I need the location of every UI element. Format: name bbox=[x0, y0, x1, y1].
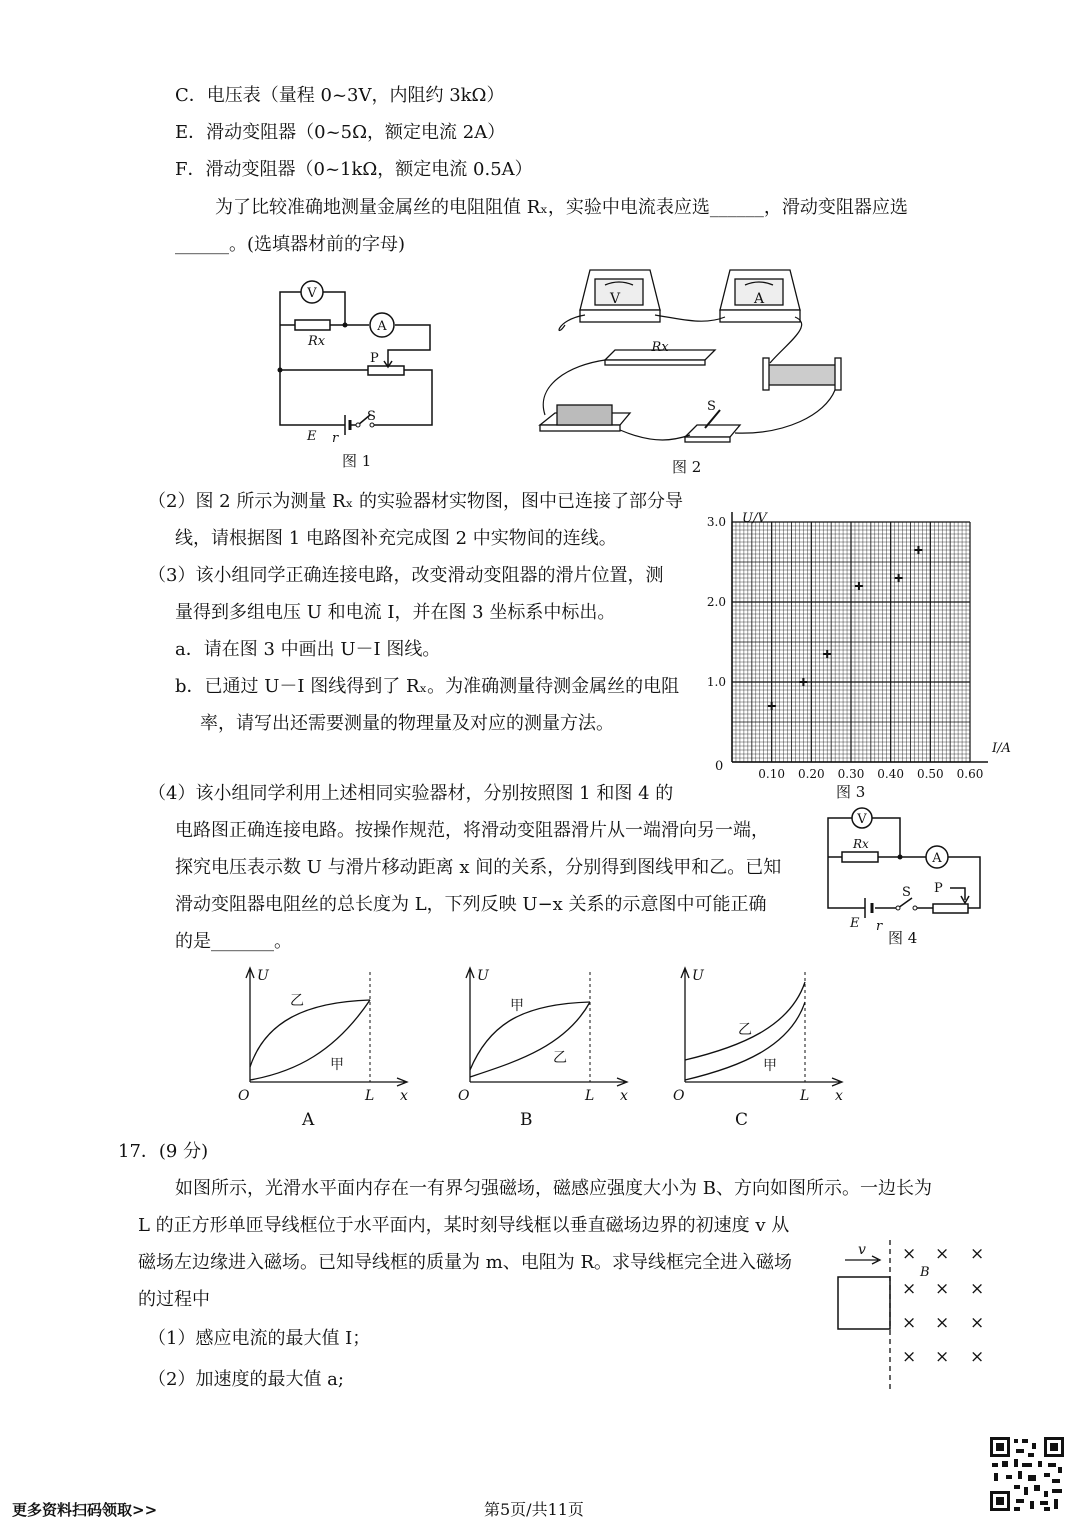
svg-text:×: × bbox=[902, 1244, 917, 1264]
svg-text:×: × bbox=[970, 1244, 985, 1264]
field-cross-icons bbox=[902, 1244, 984, 1367]
graph-b-l: L bbox=[585, 1088, 595, 1104]
graph-c-x: x bbox=[835, 1088, 843, 1104]
svg-text:×: × bbox=[902, 1313, 917, 1333]
rx-resistor bbox=[295, 320, 330, 330]
fig2-switch-label: S bbox=[707, 399, 716, 414]
graph-b-o: O bbox=[458, 1088, 470, 1104]
r-label: r bbox=[332, 431, 339, 446]
option-f: F．滑动变阻器（0~1kΩ，额定电流 0.5A） bbox=[175, 159, 533, 180]
qr-code-icon[interactable] bbox=[988, 1435, 1066, 1513]
rheostat bbox=[368, 366, 404, 375]
graph-b-jia: 甲 bbox=[510, 998, 524, 1014]
fig4-ammeter-label: A bbox=[932, 851, 942, 866]
data-point bbox=[914, 546, 922, 554]
x-tick-label: 0.20 bbox=[797, 767, 825, 781]
q1-line2: ______。(选填器材前的字母) bbox=[175, 234, 406, 255]
graph-a-x: x bbox=[400, 1088, 408, 1104]
svg-text:×: × bbox=[902, 1347, 917, 1367]
graph-a-o: O bbox=[238, 1088, 250, 1104]
svg-text:×: × bbox=[970, 1279, 985, 1299]
data-point bbox=[823, 650, 831, 658]
fig4-switch-label: S bbox=[902, 885, 911, 900]
graph-b-yi: 乙 bbox=[553, 1050, 567, 1066]
graph-c-o: O bbox=[673, 1088, 685, 1104]
q4-line3: 探究电压表示数 U 与滑片移动距离 x 间的关系，分别得到图线甲和乙。已知 bbox=[175, 857, 782, 878]
q4-line1: （4）该小组同学利用上述相同实验器材，分别按照图 1 和图 4 的 bbox=[148, 783, 674, 804]
figure-4-caption: 图 4 bbox=[888, 929, 918, 947]
figure-3-chart bbox=[700, 500, 1011, 800]
graph-b bbox=[455, 962, 635, 1102]
q2-line1: （2）图 2 所示为测量 Rₓ 的实验器材实物图，图中已连接了部分导 bbox=[148, 491, 683, 512]
data-point bbox=[895, 574, 903, 582]
q3-b1: b．已通过 U－I 图线得到了 Rₓ。为准确测量待测金属丝的电阻 bbox=[175, 676, 680, 697]
q3-b2: 率，请写出还需要测量的物理量及对应的测量方法。 bbox=[200, 713, 614, 734]
graph-a-u: U bbox=[257, 968, 269, 984]
fig4-rx-label: Rx bbox=[853, 837, 869, 851]
figure-2-apparatus bbox=[535, 265, 855, 450]
footer-promo-link[interactable]: 更多资料扫码领取>> bbox=[12, 1501, 158, 1519]
svg-text:×: × bbox=[935, 1313, 950, 1333]
q4-line5: 的是_______。 bbox=[175, 931, 292, 952]
q4-line2: 电路图正确连接电路。按操作规范，将滑动变阻器滑片从一端滑向另一端， bbox=[175, 820, 769, 841]
q17-header: 17．(9 分) bbox=[118, 1141, 209, 1162]
graph-c bbox=[670, 962, 850, 1102]
option-c: C．电压表（量程 0~3V，内阻约 3kΩ） bbox=[175, 85, 505, 106]
data-point bbox=[768, 702, 776, 710]
fig2-voltmeter-label: V bbox=[609, 291, 621, 307]
fig4-r-label: r bbox=[876, 919, 883, 934]
x-tick-label: 0.10 bbox=[758, 767, 786, 781]
x-tick-label: 0.60 bbox=[956, 767, 984, 781]
svg-text:×: × bbox=[970, 1347, 985, 1367]
fig2-rx-label: Rx bbox=[651, 340, 669, 355]
q1-line1: 为了比较准确地测量金属丝的电阻阻值 Rₓ，实验中电流表应选______，滑动变阻器应选 bbox=[215, 197, 908, 218]
x-axis-label: I/A bbox=[992, 741, 1011, 756]
data-point bbox=[799, 678, 807, 686]
figure-1-circuit bbox=[270, 270, 450, 445]
svg-text:×: × bbox=[935, 1347, 950, 1367]
fig4-voltmeter-label: V bbox=[857, 812, 867, 827]
ammeter-label: A bbox=[377, 319, 387, 334]
figure-3-caption: 图 3 bbox=[836, 783, 866, 801]
fig2-ammeter-label: A bbox=[753, 291, 765, 307]
x-tick-label: 0.30 bbox=[837, 767, 865, 781]
graph-a-yi: 乙 bbox=[290, 993, 304, 1009]
q17-sub2: （2）加速度的最大值 a; bbox=[148, 1369, 344, 1390]
slider-label: P bbox=[370, 351, 379, 366]
figure-2-caption: 图 2 bbox=[672, 458, 702, 476]
voltmeter-label: V bbox=[307, 286, 317, 301]
y-tick-label: 3.0 bbox=[706, 515, 726, 529]
graph-b-u: U bbox=[477, 968, 489, 984]
y-tick-label: 1.0 bbox=[706, 675, 726, 689]
graph-c-u: U bbox=[692, 968, 704, 984]
graph-b-label: B bbox=[520, 1110, 533, 1130]
graph-c-label: C bbox=[735, 1110, 749, 1130]
option-e: E．滑动变阻器（0~5Ω，额定电流 2A） bbox=[175, 122, 506, 143]
square-loop bbox=[838, 1277, 890, 1329]
svg-text:×: × bbox=[935, 1279, 950, 1299]
origin-label: 0 bbox=[715, 759, 724, 774]
graph-a-jia: 甲 bbox=[330, 1057, 344, 1073]
q17-p2: L 的正方形单匝导线框位于水平面内，某时刻导线框以垂直磁场边界的初速度 v 从 bbox=[138, 1215, 790, 1236]
graph-a-label: A bbox=[302, 1110, 315, 1130]
svg-text:×: × bbox=[935, 1244, 950, 1264]
magnetic-field-figure bbox=[830, 1235, 1000, 1395]
data-point bbox=[855, 582, 863, 590]
y-axis-label: U/V bbox=[742, 511, 767, 526]
graph-c-jia: 甲 bbox=[763, 1058, 777, 1074]
svg-text:×: × bbox=[970, 1313, 985, 1333]
q4-line4: 滑动变阻器电阻丝的总长度为 L，下列反映 U−x 关系的示意图中可能正确 bbox=[175, 894, 767, 915]
q17-sub1: （1）感应电流的最大值 I； bbox=[148, 1328, 371, 1349]
graph-c-yi: 乙 bbox=[738, 1022, 752, 1038]
q2-line2: 线，请根据图 1 电路图补充完成图 2 中实物间的连线。 bbox=[175, 528, 617, 549]
q3-line1: （3）该小组同学正确连接电路，改变滑动变阻器的滑片位置，测 bbox=[148, 565, 664, 586]
graph-a-l: L bbox=[365, 1088, 375, 1104]
graph-a bbox=[235, 962, 415, 1102]
q3-line2: 量得到多组电压 U 和电流 I，并在图 3 坐标系中标出。 bbox=[175, 602, 616, 623]
y-tick-label: 2.0 bbox=[706, 595, 726, 609]
x-tick-label: 0.50 bbox=[916, 767, 944, 781]
fig4-slider-label: P bbox=[934, 881, 943, 896]
graph-b-x: x bbox=[620, 1088, 628, 1104]
rx-label: Rx bbox=[308, 334, 326, 349]
svg-text:×: × bbox=[902, 1279, 917, 1299]
q17-p3: 磁场左边缘进入磁场。已知导线框的质量为 m、电阻为 R。求导线框完全进入磁场 bbox=[138, 1252, 793, 1273]
emf-label: E bbox=[307, 429, 317, 444]
q3-a: a．请在图 3 中画出 U－I 图线。 bbox=[175, 639, 441, 660]
switch-label: S bbox=[367, 409, 376, 424]
figure-1-caption: 图 1 bbox=[342, 452, 372, 470]
velocity-label: v bbox=[858, 1242, 866, 1258]
q17-p1: 如图所示，光滑水平面内存在一有界匀强磁场，磁感应强度大小为 B、方向如图所示。一边长为 bbox=[175, 1178, 932, 1199]
field-b-label: B bbox=[920, 1265, 930, 1280]
fig4-emf-label: E bbox=[850, 916, 860, 931]
figure-4-circuit bbox=[820, 800, 995, 935]
q17-p4: 的过程中 bbox=[138, 1289, 210, 1310]
graph-c-l: L bbox=[800, 1088, 810, 1104]
x-tick-label: 0.40 bbox=[877, 767, 905, 781]
page-number: 第5页/共11页 bbox=[484, 1500, 584, 1519]
